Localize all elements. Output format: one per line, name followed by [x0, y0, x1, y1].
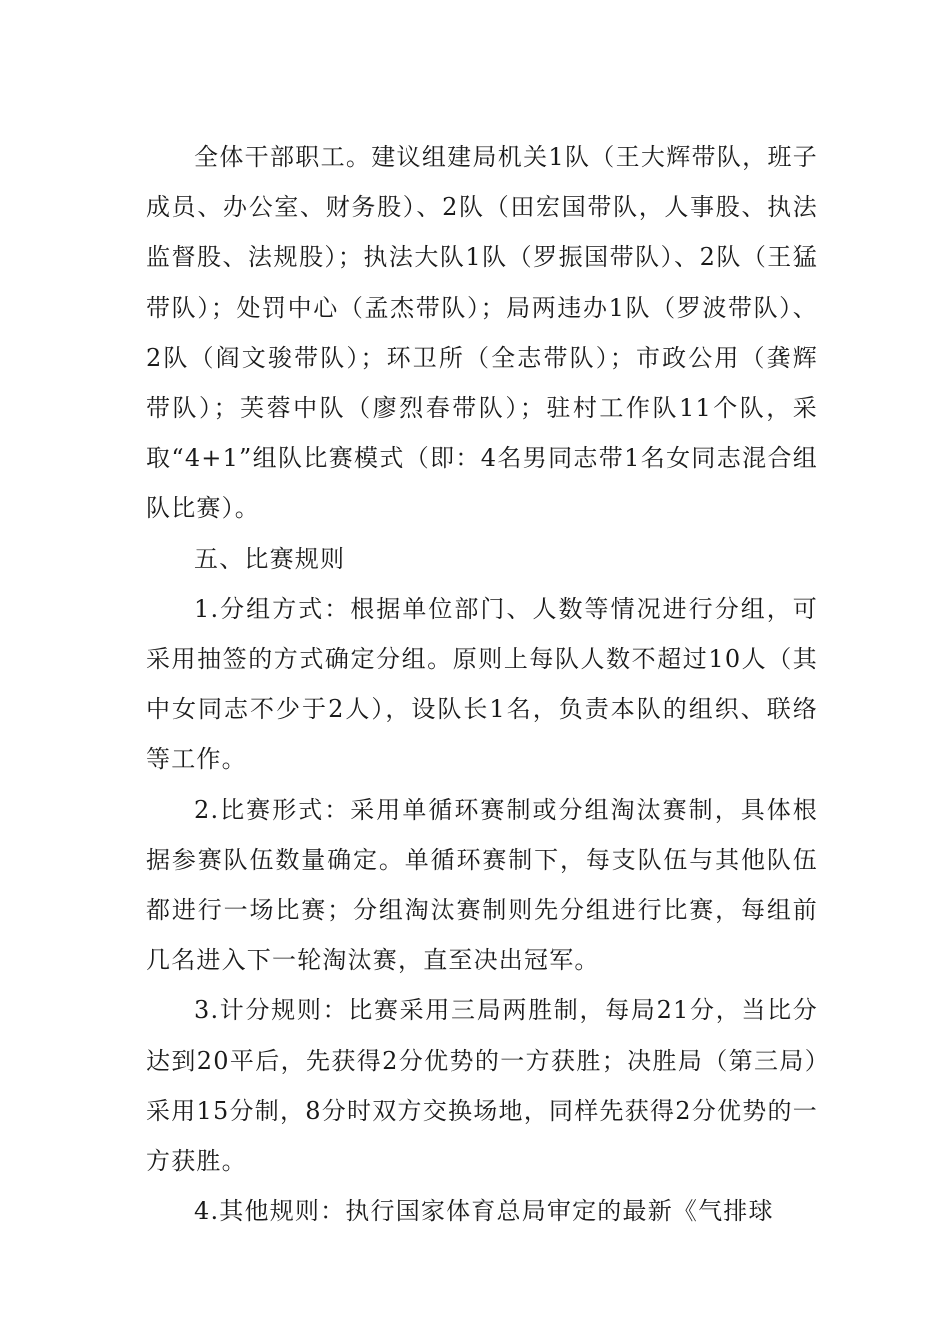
paragraph-team-composition: 全体干部职工。建议组建局机关1队（王大辉带队，班子成员、办公室、财务股）、2队（田宏国带队，人事股、执法监督股、法规股）；执法大队1队（罗振国带队）、2队（王猛带队）；处罚中心（孟杰带队）；局两违办1队（罗波带队）、2队（阎文骏带队）；环卫所（全志带队）；市政公用（龚辉带队）；芙蓉中队（廖烈春带队）；驻村工作队11个队，采取“4+1”组队比赛模式（即：4名男同志带1名女同志混合组队比赛）。	[146, 143, 818, 523]
rule-other: 4.其他规则：执行国家体育总局审定的最新《气排球	[194, 1197, 774, 1226]
section-heading-rules: 五、比赛规则	[194, 544, 346, 573]
rule-grouping: 1.分组方式：根据单位部门、人数等情况进行分组，可采用抽签的方式确定分组。原则上每队人数不超过10人（其中女同志不少于2人），设队长1名，负责本队的组织、联络等工作。	[146, 594, 818, 774]
rule-format: 2.比赛形式：采用单循环赛制或分组淘汰赛制，具体根据参赛队伍数量确定。单循环赛制下，每支队伍与其他队伍都进行一场比赛；分组淘汰赛制则先分组进行比赛，每组前几名进入下一轮淘汰赛，直至决出冠军。	[146, 795, 818, 975]
document-body	[146, 132, 818, 1236]
rule-scoring: 3.计分规则：比赛采用三局两胜制，每局21分，当比分达到20平后，先获得2分优势的一方获胜；决胜局（第三局）采用15分制，8分时双方交换场地，同样先获得2分优势的一方获胜。	[146, 996, 818, 1176]
